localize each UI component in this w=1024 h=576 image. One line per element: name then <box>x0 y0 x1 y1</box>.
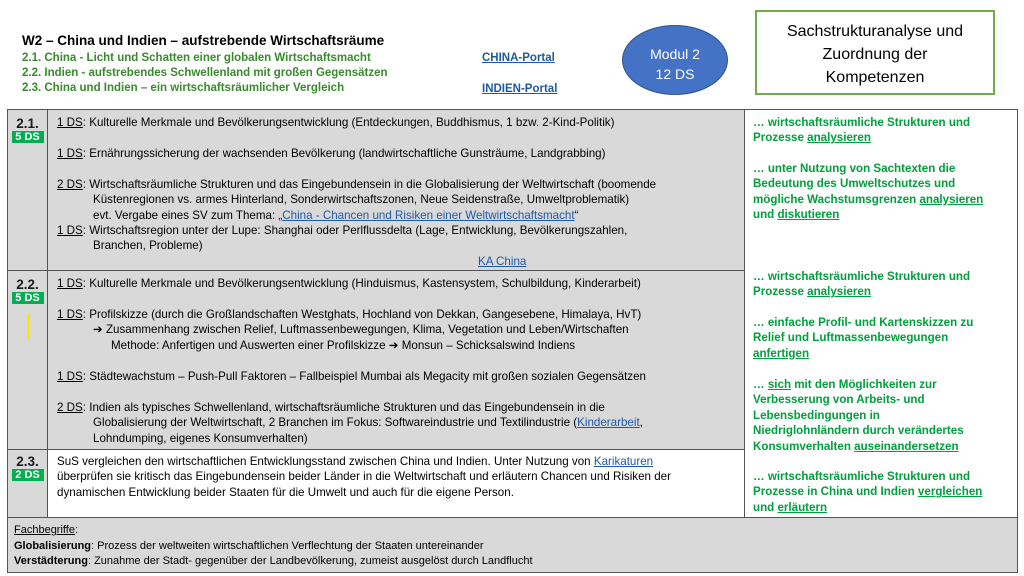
subtopic-2-1: 2.1. China - Licht und Schatten einer globalen Wirtschaftsmacht <box>22 52 371 64</box>
comp-verb: vergleichen <box>917 485 983 499</box>
comp-verb: anfertigen <box>753 346 810 360</box>
sv-topic-link[interactable]: China - Chancen und Risiken einer Weltwirtschaftsmacht <box>282 209 575 222</box>
item-text: : Wirtschaftsregion unter der Lupe: Shanghai oder Perlflussdelta (Lage, Entwicklung, Bevölkerungszahlen, <box>82 224 628 237</box>
subtopic-2-3: 2.3. China und Indien – ein wirtschaftsräumlicher Vergleich <box>22 82 345 94</box>
row-2-1-ds-badge: 5 DS <box>12 131 44 143</box>
kinderarbeit-link[interactable]: Kinderarbeit <box>577 416 640 429</box>
r1-item-2 <box>57 146 605 161</box>
item-text: : Indien als typisches Schwellenland, wirtschaftsräumliche Strukturen und das Eingebundensein in die <box>82 401 605 414</box>
competence-3 <box>753 269 1015 300</box>
ds-count: 2 DS <box>57 401 83 414</box>
comp-line: Lebensbedingungen in <box>753 408 880 422</box>
row-2-3-label <box>7 449 48 518</box>
item-text: : Wirtschaftsräumliche Strukturen und das Eingebundensein in die Globalisierung der Weltwirtschaft (boomende <box>82 178 657 191</box>
r1-item-4 <box>57 223 627 238</box>
comp-line: Niedriglohnländern durch verändertes <box>753 424 964 438</box>
item-text: : Kulturelle Merkmale und Bevölkerungsentwicklung (Entdeckungen, Buddhismus, 1 bzw. 2-Kind-Politik) <box>82 116 615 129</box>
ds-count: 1 DS <box>57 116 83 129</box>
row-2-2-number: 2.2. <box>16 277 39 292</box>
item-text: SuS vergleichen den wirtschaftlichen Entwicklungsstand zwischen China und Indien. Unter Nutzung von <box>57 455 594 468</box>
comp-line: Prozesse <box>753 285 808 299</box>
fb-heading: Fachbegriffe <box>14 524 75 536</box>
competence-1 <box>753 115 1015 146</box>
sv-prefix: evt. Vergabe eines SV zum Thema: „ <box>93 209 283 222</box>
r3-line-1 <box>57 454 653 469</box>
modul-badge <box>622 25 728 95</box>
monsun-text: Monsun – Schicksalswind Indiens <box>401 339 576 352</box>
indien-portal-link[interactable]: INDIEN-Portal <box>482 83 558 95</box>
comp-line: … wirtschaftsräumliche Strukturen und <box>753 470 971 483</box>
comp-verb: diskutieren <box>777 208 840 222</box>
item-text: Zusammenhang zwischen Relief, Luftmassenbewegungen, Klima, Vegetation und Leben/Wirtschaften <box>105 323 629 336</box>
comp-line: Prozesse in China und Indien <box>753 485 918 499</box>
comp-verb: erläutern <box>777 500 828 514</box>
arrow-right-icon: ➔ <box>388 339 399 352</box>
r3-line-2: überprüfen sie kritisch das Eingebundensein beider Länder in die Weltwirtschaft und erläutern Chancen und Risiken der <box>57 470 671 483</box>
r2-item-4-cont2: Lohndumping, eigenes Konsumverhalten) <box>93 432 308 445</box>
r1-sv-line <box>93 208 578 223</box>
ds-count: 1 DS <box>57 308 83 321</box>
modul-label: Modul 2 <box>650 46 700 62</box>
sach-line-2: Zuordnung der <box>822 46 928 63</box>
ds-count: 1 DS <box>57 147 83 160</box>
row-2-2-label <box>7 270 48 450</box>
comp-line: Bedeutung des Umweltschutzes und <box>753 177 956 191</box>
method-text: Methode: Anfertigen und Auswerten einer Profilskizze <box>111 339 386 352</box>
page-title: W2 – China und Indien – aufstrebende Wirtschaftsräume <box>22 33 385 48</box>
karikaturen-link[interactable]: Karikaturen <box>593 455 654 468</box>
item-text: : Kulturelle Merkmale und Bevölkerungsentwicklung (Hinduismus, Kastensystem, Schulbildung, Kinderarbeit) <box>82 277 641 290</box>
item-text: Globalisierung der Weltwirtschaft, 2 Branchen im Fokus: Softwareindustrie und Textilindustrie ( <box>93 416 578 429</box>
comp-line: Verbesserung von Arbeits- und <box>753 393 925 407</box>
row-2-2-ds-badge: 5 DS <box>12 292 44 304</box>
item-text: : Städtewachstum – Push-Pull Faktoren – Fallbeispiel Mumbai als Megacity mit großen sozialen Gegensätzen <box>82 370 646 383</box>
row-2-1-number: 2.1. <box>16 116 39 131</box>
competence-4 <box>753 315 1015 361</box>
sachstruktur-box <box>755 10 995 95</box>
comp-verb: auseinandersetzen <box>854 439 959 453</box>
item-text: : Ernährungssicherung der wachsenden Bevölkerung (landwirtschaftliche Gunsträume, Landgrabbing) <box>82 147 606 160</box>
r2-item-4-cont <box>93 415 643 430</box>
fb-term: Verstädterung <box>14 555 88 567</box>
comma: , <box>639 416 643 429</box>
comp-line: Konsumverhalten <box>753 439 855 453</box>
fb-colon: : <box>74 524 79 536</box>
ds-count: 1 DS <box>57 277 83 290</box>
row-2-3-ds-badge: 2 DS <box>12 469 44 481</box>
competence-5 <box>753 377 1015 454</box>
comp-line: … <box>753 378 768 391</box>
competence-2 <box>753 161 1015 223</box>
row-2-1-label <box>7 109 48 271</box>
fb-verstaedterung <box>14 553 533 569</box>
yellow-marker <box>27 313 30 340</box>
ka-china-link[interactable]: KA China <box>478 255 527 268</box>
subtopic-2-2: 2.2. Indien - aufstrebendes Schwellenland mit großen Gegensätzen <box>22 67 388 79</box>
comp-line: Relief und Luftmassenbewegungen <box>753 331 949 345</box>
fb-definition: : Zunahme der Stadt- gegenüber der Landbevölkerung, zumeist ausgelöst durch Landflucht <box>87 555 533 567</box>
r2-item-1 <box>57 276 641 291</box>
r2-item-2-relation <box>93 322 629 337</box>
comp-verb: analysieren <box>919 192 984 206</box>
comp-line: … wirtschaftsräumliche Strukturen und <box>753 270 971 283</box>
sv-suffix: “ <box>574 209 579 222</box>
competence-6 <box>753 469 1015 515</box>
r1-item-3 <box>57 177 656 192</box>
r2-item-4 <box>57 400 605 415</box>
r2-item-2 <box>57 307 641 322</box>
comp-line: … wirtschaftsräumliche Strukturen und <box>753 116 971 129</box>
row-2-3-number: 2.3. <box>16 454 39 469</box>
china-portal-link[interactable]: CHINA-Portal <box>482 52 555 64</box>
fb-definition: : Prozess der weltweiten wirtschaftlichen Verflechtung der Staaten untereinander <box>91 540 484 552</box>
comp-line: mit den Möglichkeiten zur <box>791 378 937 391</box>
fb-term: Globalisierung <box>14 540 92 552</box>
r2-item-3 <box>57 369 646 384</box>
comp-line: und <box>753 500 778 514</box>
comp-line: … unter Nutzung von Sachtexten die <box>753 162 956 175</box>
sach-line-1: Sachstrukturanalyse und <box>786 23 964 40</box>
comp-line: … einfache Profil- und Kartenskizzen zu <box>753 316 974 329</box>
comp-line: und <box>753 208 778 222</box>
comp-verb: analysieren <box>807 285 871 299</box>
ds-count: 1 DS <box>57 224 83 237</box>
item-text: : Profilskizze (durch die Großlandschaften Westghats, Hochland von Dekkan, Gangesebene, Himalaya, HvT) <box>82 308 642 321</box>
fachbegriffe-box <box>7 517 1018 573</box>
comp-line: Prozesse <box>753 131 808 145</box>
comp-verb: analysieren <box>807 131 871 145</box>
r2-item-2-method <box>111 338 575 353</box>
r3-line-3: dynamischen Entwicklung beider Staaten für die Umwelt und auch für die eigene Person. <box>57 486 514 499</box>
fb-globalisierung <box>14 538 484 554</box>
arrow-right-icon: ➔ <box>93 323 103 336</box>
r1-item-3-cont: Küstenregionen vs. armes Hinterland, Sonderwirtschaftszonen, Neue Seidenstraße, Umweltproblematik) <box>93 193 630 206</box>
ds-count: 1 DS <box>57 370 83 383</box>
fachbegriffe-title <box>14 522 78 538</box>
comp-line: mögliche Wachstumsgrenzen <box>753 192 920 206</box>
ds-count: 2 DS <box>57 178 83 191</box>
sach-line-3: Kompetenzen <box>825 69 925 86</box>
modul-ds: 12 DS <box>655 66 695 82</box>
r1-item-1 <box>57 115 614 130</box>
r1-item-4-cont: Branchen, Probleme) <box>93 239 203 252</box>
comp-verb: sich <box>767 378 792 391</box>
